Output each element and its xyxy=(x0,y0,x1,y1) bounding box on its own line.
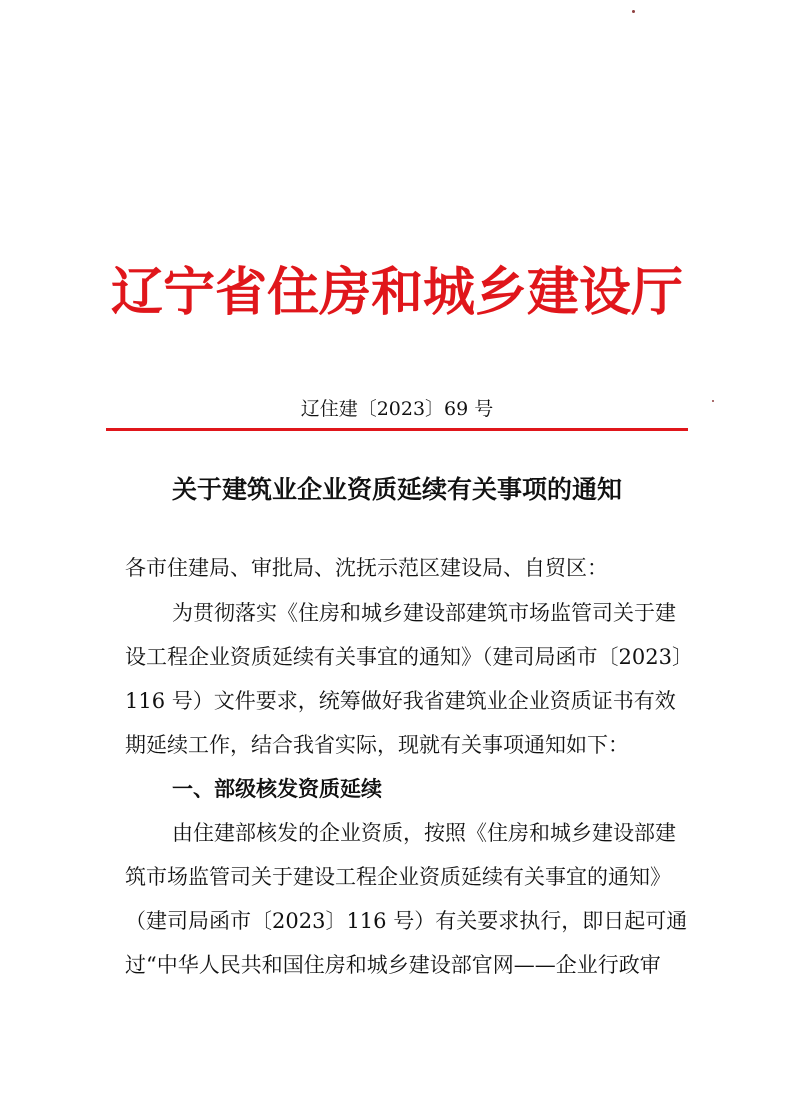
paragraph-line: 期延续工作，结合我省实际，现就有关事项通知如下： xyxy=(125,733,629,757)
document-number: 辽住建〔2023〕69 号 xyxy=(300,398,494,420)
paragraph-line: 为贯彻落实《住房和城乡建设部建筑市场监管司关于建 xyxy=(172,601,676,625)
section-heading: 一、部级核发资质延续 xyxy=(172,777,382,801)
paragraph-line: 设工程企业资质延续有关事宜的通知》（建司局函市〔2023〕 xyxy=(125,645,693,669)
paragraph-line: （建司局函市〔2023〕116 号）有关要求执行，即日起可通 xyxy=(125,909,688,933)
paragraph-line: 由住建部核发的企业资质，按照《住房和城乡建设部建 xyxy=(172,821,676,845)
document-title: 关于建筑业企业资质延续有关事项的通知 xyxy=(171,475,622,504)
issuing-authority: 辽宁省住房和城乡建设厅 xyxy=(110,262,683,323)
scan-mark xyxy=(712,400,714,402)
salutation: 各市住建局、审批局、沈抚示范区建设局、自贸区： xyxy=(125,556,608,580)
paragraph-line: 116 号）文件要求，统筹做好我省建筑业企业资质证书有效 xyxy=(125,689,676,713)
paragraph-line: 过“中华人民共和国住房和城乡建设部官网——企业行政审 xyxy=(125,953,661,977)
red-divider-line xyxy=(106,428,688,431)
paragraph-line: 筑市场监管司关于建设工程企业资质延续有关事宜的通知》 xyxy=(125,865,671,889)
scan-mark xyxy=(632,10,635,13)
